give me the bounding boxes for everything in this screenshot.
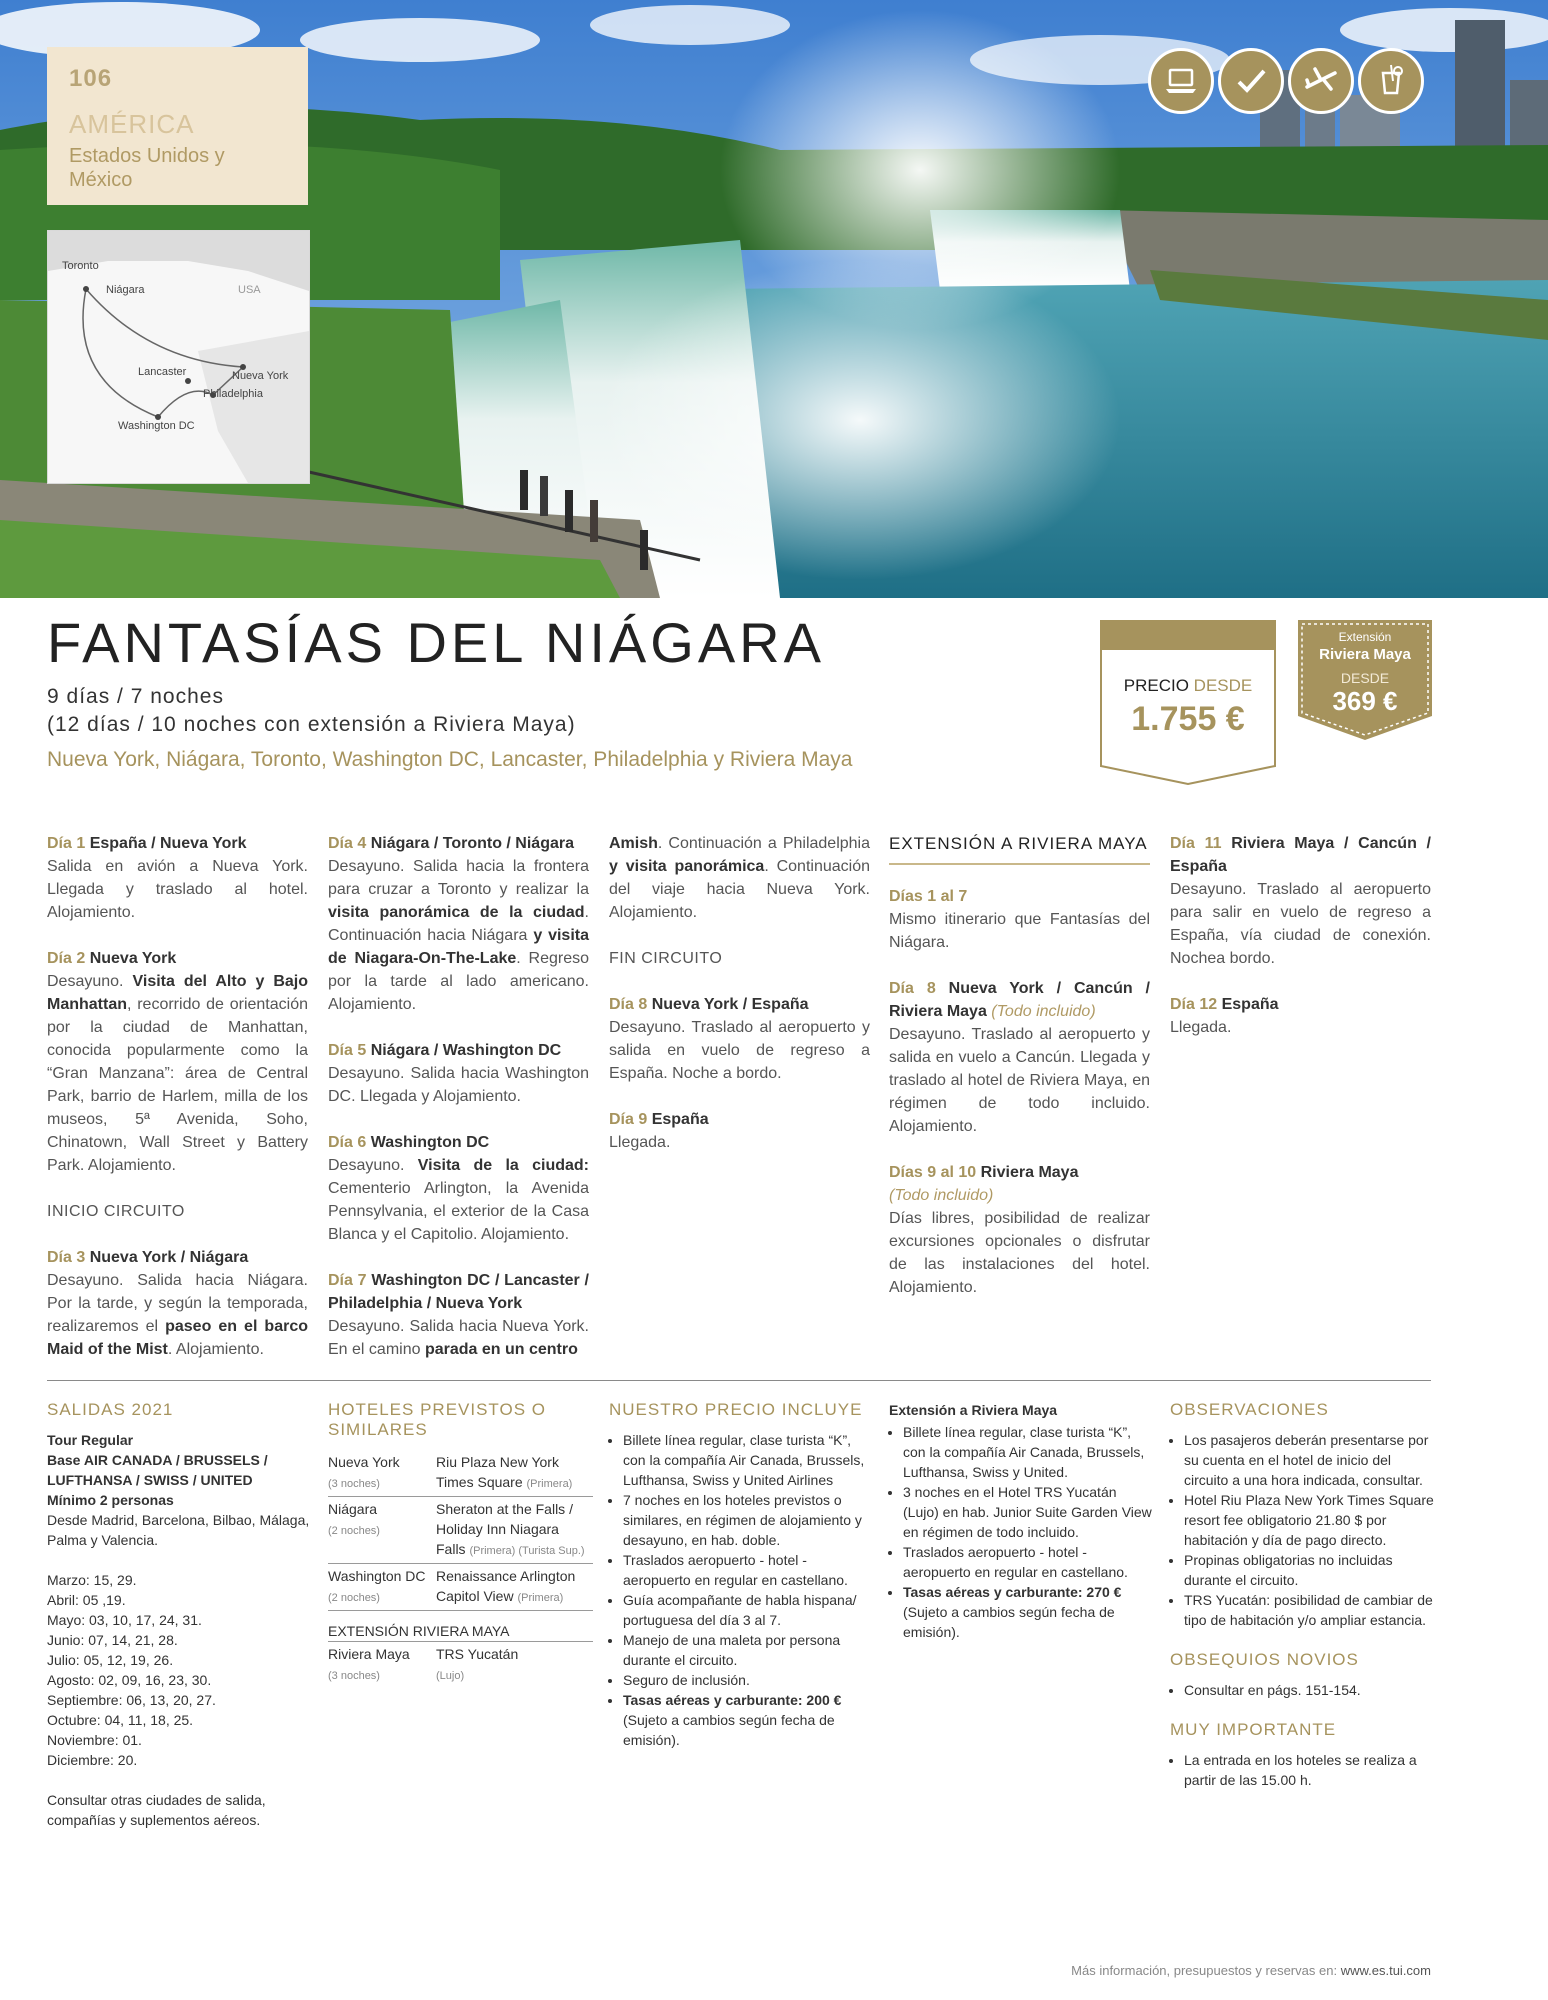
salidas-section — [47, 1400, 312, 1830]
map-label-nueva-york: Nueva York — [232, 370, 289, 382]
list-item: • Manejo de una maleta por persona durante el circuito. — [623, 1630, 874, 1670]
page-section-tag — [47, 47, 308, 205]
circuit-start-marker: INICIO CIRCUITO — [47, 1203, 185, 1220]
itinerary-column-5 — [1170, 832, 1431, 1062]
feature-icons — [1148, 48, 1424, 114]
observaciones-section — [1170, 1400, 1435, 1790]
departure-date: Marzo: 15, 29. — [47, 1572, 137, 1588]
list-item: • Guía acompañante de habla hispana/ portuguesa del día 3 al 7. — [623, 1590, 874, 1630]
hotel-extension-heading: EXTENSIÓN RIVIERA MAYA — [328, 1621, 593, 1642]
itinerary-day-2: Día 2 Nueva York Desayuno. Visita del Alto y Bajo Manhattan, recorrido de orientación por la ciudad de Manhattan, conocida popularmente como la “Gran Manzana”: área de Central Park, barrio de Harlem, milla de los museos, 5ª Avenida, Soho, Chinatown, Wall Street y Battery Park. Alojamiento. — [47, 950, 309, 1174]
itinerary-day-9: Día 9 España Llegada. — [609, 1111, 709, 1151]
cocktail-icon — [1358, 48, 1424, 114]
departure-date: Julio: 05, 12, 19, 26. — [47, 1652, 174, 1668]
list-item: • Traslados aeropuerto - hotel - aeropuerto en regular en castellano. — [623, 1550, 874, 1590]
incluye-section — [609, 1400, 874, 1750]
extension-label: Extensión — [1338, 630, 1392, 644]
departure-date: Agosto: 02, 09, 16, 23, 30. — [47, 1672, 212, 1688]
departure-date: Abril: 05 ,19. — [47, 1592, 126, 1608]
map-label-toronto: Toronto — [62, 260, 99, 272]
itinerary-day-7-continued: Amish. Continuación a Philadelphia y visita panorámica. Continuación del viaje hacia Nueva York. Alojamiento. — [609, 835, 870, 921]
itinerary-day-4: Día 4 Niágara / Toronto / Niágara Desayuno. Salida hacia la frontera para cruzar a Toronto y realizar la visita panorámica de la ciudad. Continuación hacia Niágara y visita de Niagara-On-The-Lake. Regreso por la tarde al lado americano. Alojamiento. — [328, 835, 589, 1013]
section-divider — [47, 1380, 1431, 1381]
departure-cities: Desde Madrid, Barcelona, Bilbao, Málaga, Palma y Valencia. — [47, 1512, 310, 1548]
airlines-base: Base AIR CANADA / BRUSSELS / LUFTHANSA / SWISS / UNITED — [47, 1452, 268, 1488]
plane-icon — [1288, 48, 1354, 114]
itinerary-column-4 — [889, 832, 1150, 1322]
list-item: • 7 noches en los hoteles previstos o similares, en régimen de alojamiento y desayuno, en hab. doble. — [623, 1490, 874, 1550]
extension-desde: DESDE — [1340, 670, 1390, 686]
itinerary-day-3: Día 3 Nueva York / Niágara Desayuno. Salida hacia Niágara. Por la tarde, y según la temporada, realizaremos el paseo en el barco Maid of the Mist. Alojamiento. — [47, 1249, 308, 1358]
footer: Más información, presupuestos y reservas en: www.es.tui.com — [1071, 1963, 1431, 1978]
importante-heading: MUY IMPORTANTE — [1170, 1720, 1337, 1739]
map-label-washington: Washington DC — [118, 420, 195, 432]
obsequios-heading: OBSEQUIOS NOVIOS — [1170, 1650, 1359, 1669]
extension-days-9-10: Días 9 al 10 Riviera Maya (Todo incluido) Días libres, posibilidad de realizar excursiones opcionales o disfrutar de las instalaciones del hotel. Alojamiento. — [889, 1164, 1150, 1296]
itinerary-column-1 — [47, 832, 308, 1384]
minimum-persons: Mínimo 2 personas — [47, 1492, 174, 1508]
check-icon — [1218, 48, 1284, 114]
incluye-heading: NUESTRO PRECIO INCLUYE — [609, 1400, 863, 1419]
extension-day-12: Día 12 España Llegada. — [1170, 996, 1279, 1036]
salidas-heading: SALIDAS 2021 — [47, 1400, 174, 1419]
list-item: • Los pasajeros deberán presentarse por su cuenta en el hotel de inicio del circuito a una hora indicada, consultar. — [1184, 1430, 1435, 1490]
list-item: • Tasas aéreas y carburante: 270 € (Sujeto a cambios según fecha de emisión). — [903, 1582, 1154, 1642]
circuit-end-marker: FIN CIRCUITO — [609, 950, 723, 967]
itinerary-day-6: Día 6 Washington DC Desayuno. Visita de la ciudad: Cementerio Arlington, la Avenida Pennsylvania, el exterior de la Casa Blanca y el Capitolio. Alojamiento. — [328, 1134, 590, 1243]
page-number: 106 — [69, 65, 113, 92]
price-value: 1.755 € — [1131, 700, 1245, 738]
itinerary-column-2 — [328, 832, 589, 1384]
hotel-row: Nueva York (3 noches) Riu Plaza New York Times Square (Primera) — [328, 1450, 593, 1497]
extension-includes-section — [889, 1400, 1154, 1642]
departure-date: Diciembre: 20. — [47, 1752, 138, 1768]
map-marker-lancaster — [185, 378, 191, 384]
list-item: • 3 noches en el Hotel TRS Yucatán (Lujo) en hab. Junior Suite Garden View en régimen de todo incluido. — [903, 1482, 1154, 1542]
website-link[interactable]: www.es.tui.com — [1340, 1963, 1431, 1978]
extension-days-1-7: Días 1 al 7 Mismo itinerario que Fantasías del Niágara. — [889, 888, 1150, 951]
trip-cities: Nueva York, Niágara, Toronto, Washington DC, Lancaster, Philadelphia y Riviera Maya — [47, 748, 853, 771]
tour-type: Tour Regular — [47, 1432, 134, 1448]
list-item: • Seguro de inclusión. — [623, 1670, 874, 1690]
itinerary-column-3 — [609, 832, 870, 1177]
extension-day-8: Día 8 Nueva York / Cancún / Riviera Maya (Todo incluido) Desayuno. Traslado al aeropuerto y salida en vuelo a Cancún. Llegada y traslado al hotel de Riviera Maya, en régimen de todo incluido. Alojamiento. — [889, 980, 1150, 1135]
map-label-country: USA — [238, 284, 261, 296]
itinerary-day-7: Día 7 Washington DC / Lancaster / Philadelphia / Nueva York Desayuno. Salida hacia Nueva York. En el camino parada en un centro — [328, 1272, 589, 1358]
list-item: • TRS Yucatán: posibilidad de cambiar de tipo de habitación y/o ampliar estancia. — [1184, 1590, 1435, 1630]
itinerary-day-5: Día 5 Niágara / Washington DC Desayuno. Salida hacia Washington DC. Llegada y Alojamiento. — [328, 1042, 589, 1105]
departure-date: Junio: 07, 14, 21, 28. — [47, 1632, 178, 1648]
route-map — [47, 230, 310, 484]
list-item: • La entrada en los hoteles se realiza a partir de las 15.00 h. — [1184, 1750, 1435, 1790]
map-label-philadelphia: Philadelphia — [203, 388, 263, 400]
extension-price-value: 369 € — [1332, 686, 1398, 716]
list-item: • Billete línea regular, clase turista “K”, con la compañía Air Canada, Brussels, Lufthansa, Swiss y United Airlines — [623, 1430, 874, 1490]
list-item: • Tasas aéreas y carburante: 200 € (Sujeto a cambios según fecha de emisión). — [623, 1690, 874, 1750]
trip-duration: 9 días / 7 noches — [47, 685, 224, 708]
departure-date: Noviembre: 01. — [47, 1732, 142, 1748]
observaciones-heading: OBSERVACIONES — [1170, 1400, 1329, 1419]
price-badge — [1100, 620, 1276, 785]
region-label: AMÉRICA — [69, 109, 195, 139]
list-item: • Hotel Riu Plaza New York Times Square resort fee obligatorio 21.80 $ por habitación y día de pago directo. — [1184, 1490, 1435, 1550]
departure-date: Septiembre: 06, 13, 20, 27. — [47, 1692, 216, 1708]
hoteles-heading: HOTELES PREVISTOS O SIMILARES — [328, 1400, 547, 1439]
map-marker-niagara — [83, 286, 89, 292]
extension-destination: Riviera Maya — [1319, 646, 1411, 663]
extension-day-11: Día 11 Riviera Maya / Cancún / España Desayuno. Traslado al aeropuerto para salir en vuelo de regreso a España, vía ciudad de conexión. Nochea bordo. — [1170, 835, 1431, 967]
extension-includes-heading: Extensión a Riviera Maya — [889, 1402, 1058, 1418]
salidas-note: Consultar otras ciudades de salida, compañías y suplementos aéreos. — [47, 1792, 266, 1828]
map-label-niagara: Niágara — [106, 284, 145, 296]
list-item: • Billete línea regular, clase turista “K”, con la compañía Air Canada, Brussels, Lufthansa, Swiss y United. — [903, 1422, 1154, 1482]
list-item: • Consultar en págs. 151-154. — [1184, 1680, 1435, 1700]
itinerary-day-1: Día 1 España / Nueva York Salida en avión a Nueva York. Llegada y traslado al hotel. Alojamiento. — [47, 835, 308, 921]
itinerary-day-8: Día 8 Nueva York / España Desayuno. Traslado al aeropuerto y salida en vuelo de regreso a España. Noche a bordo. — [609, 996, 870, 1082]
subregion-label: Estados Unidos y México — [69, 145, 225, 191]
hotel-row: Riviera Maya (3 noches) TRS Yucatán (Lujo) — [328, 1646, 519, 1682]
map-label-lancaster: Lancaster — [138, 366, 187, 378]
trip-duration-extension: (12 días / 10 noches con extensión a Riviera Maya) — [47, 713, 576, 736]
departure-date: Octubre: 04, 11, 18, 25. — [47, 1712, 194, 1728]
hotel-row: Niágara (2 noches) Sheraton at the Falls / Holiday Inn Niagara Falls (Primera) (Turista Sup.) — [328, 1497, 593, 1564]
trip-title: FANTASÍAS DEL NIÁGARA — [47, 611, 825, 674]
extension-heading: EXTENSIÓN A RIVIERA MAYA — [889, 832, 1150, 865]
price-label: PRECIO DESDE — [1123, 676, 1253, 695]
extension-price-badge — [1298, 620, 1432, 740]
list-item: • Traslados aeropuerto - hotel - aeropuerto en regular en castellano. — [903, 1542, 1154, 1582]
departure-date: Mayo: 03, 10, 17, 24, 31. — [47, 1612, 202, 1628]
laptop-icon — [1148, 48, 1214, 114]
list-item: • Propinas obligatorias no incluidas durante el circuito. — [1184, 1550, 1435, 1590]
hoteles-section — [328, 1400, 593, 1688]
title-block — [47, 610, 1047, 772]
hotel-row: Washington DC (2 noches) Renaissance Arlington Capitol View (Primera) — [328, 1564, 593, 1611]
